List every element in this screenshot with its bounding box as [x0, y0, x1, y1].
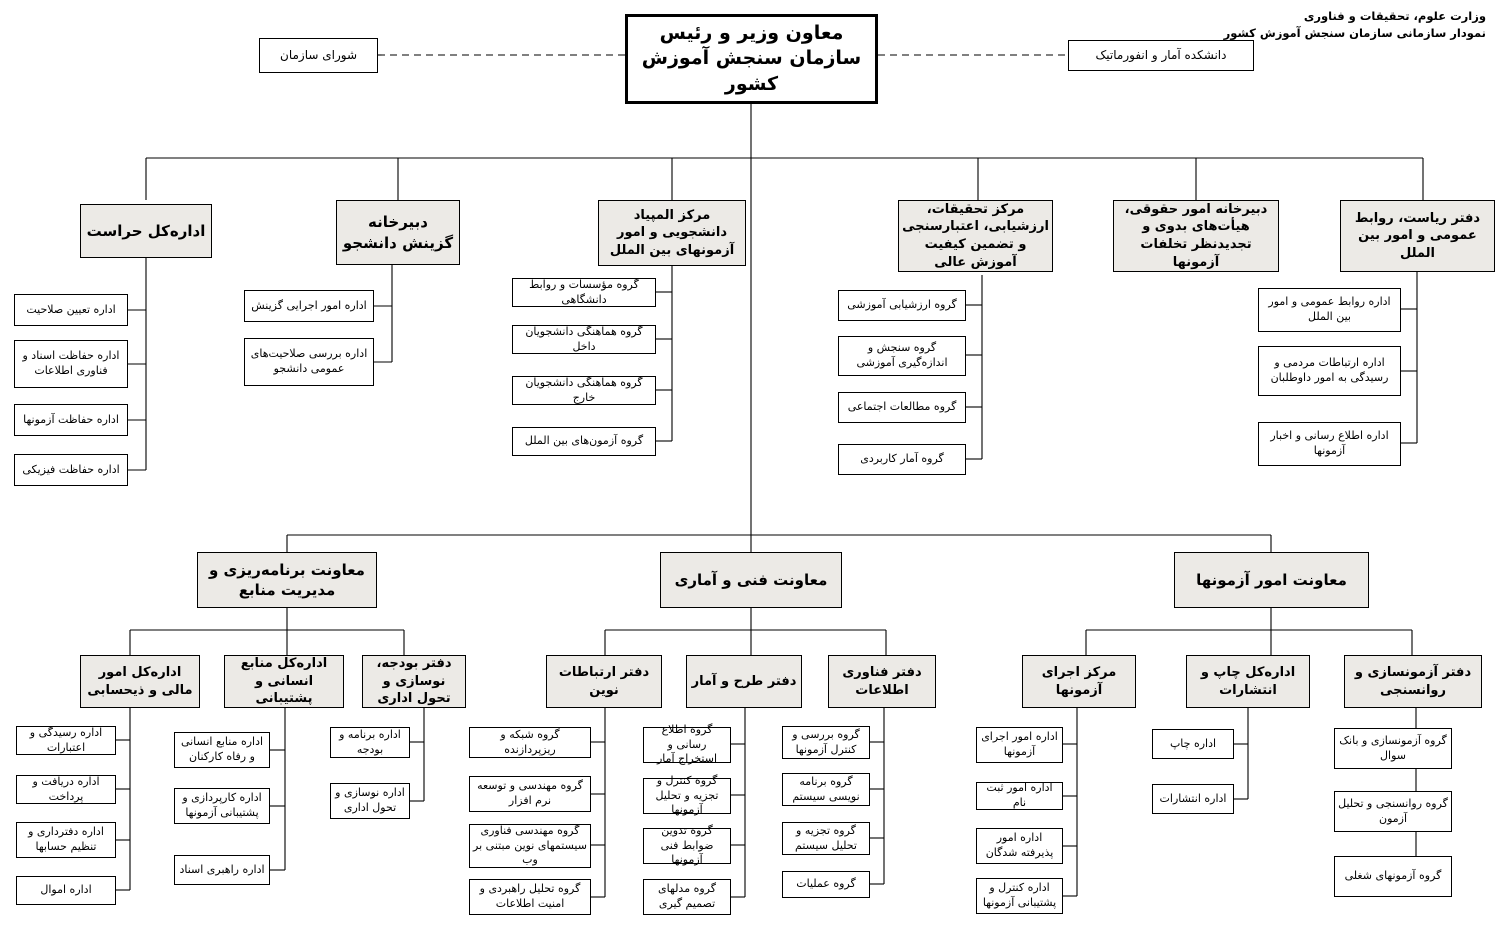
sub-unit-label: اداره تعیین صلاحیت: [26, 302, 116, 316]
sub-unit-label: گروه سنجش و اندازه‌گیری آموزشی: [856, 341, 948, 369]
sub-unit[interactable]: [976, 828, 1063, 864]
sub-unit[interactable]: [512, 427, 656, 456]
organization-council-node[interactable]: [259, 38, 378, 73]
sub-unit[interactable]: [1152, 729, 1234, 759]
sub-unit[interactable]: [838, 290, 966, 321]
sub-unit-label: گروه اطلاع رسانی و استخراج آمار: [656, 722, 718, 766]
sub-unit-label: گروه آمار کاربردی: [860, 452, 944, 466]
sub-unit[interactable]: [838, 336, 966, 376]
sub-unit-label: اداره روابط عمومی و امور بین الملل: [1268, 295, 1391, 323]
sub-unit[interactable]: [782, 773, 870, 806]
office-modern-communications[interactable]: [546, 655, 662, 708]
sub-unit[interactable]: [976, 878, 1063, 914]
unit-label: مرکز تحقیقات، ارزشیابی، اعتبارسنجی و تضمین کیفیت آموزش عالی: [902, 201, 1049, 270]
sub-unit[interactable]: [1334, 791, 1452, 832]
office-label: دفتر فناوری اطلاعات: [842, 664, 922, 698]
sub-unit-label: اداره منابع انسانی و رفاه کارکنان: [180, 735, 264, 763]
sub-unit-label: گروه مهندسی فناوری سیستمهای نوین مبتنی بر وب: [473, 823, 587, 867]
office-information-technology[interactable]: [828, 655, 936, 708]
office-financial-affairs[interactable]: [80, 655, 200, 708]
sub-unit[interactable]: [1258, 346, 1401, 396]
sub-unit[interactable]: [14, 294, 128, 326]
office-label: مرکز اجرای آزمونها: [1041, 664, 1117, 698]
office-plan-statistics[interactable]: [686, 655, 802, 708]
unit-label: دبیرخانه امور حقوقی، هیأت‌های بدوی و تجدیدنظر تخلفات آزمونها: [1124, 201, 1268, 270]
sub-unit[interactable]: [174, 732, 270, 768]
unit-label: مرکز المپیاد دانشجویی و امور آزمونهای بین الملل: [609, 207, 735, 258]
sub-unit-label: گروه آزمونهای شغلی: [1344, 869, 1442, 883]
deputy-label: معاونت فنی و آماری: [674, 570, 828, 589]
sub-unit-label: اداره اطلاع رسانی و اخبار آزمونها: [1270, 429, 1389, 457]
sub-unit-label: گروه مطالعات اجتماعی: [847, 400, 957, 414]
sub-unit-label: گروه آزمونسازی و بانک سوال: [1339, 733, 1447, 762]
office-budget-modernization[interactable]: [362, 655, 466, 708]
sub-unit[interactable]: [643, 879, 731, 915]
office-label: دفتر ارتباطات نوین: [558, 664, 650, 698]
office-label: اداره‌کل امور مالی و ذیحسابی: [87, 664, 193, 698]
org-root-node[interactable]: [625, 14, 878, 104]
office-exam-execution-center[interactable]: [1022, 655, 1136, 708]
sub-unit-label: گروه مدلهای تصمیم گیری: [658, 882, 716, 910]
sub-unit-label: اداره انتشارات: [1159, 791, 1227, 805]
office-label: دفتر آزمونسازی و روانسنجی: [1354, 664, 1472, 698]
organization-council-label: شورای سازمان: [280, 48, 357, 63]
sub-unit[interactable]: [14, 454, 128, 486]
sub-unit-label: گروه کنترل و تجزیه و تحلیل آزمونها: [655, 773, 719, 817]
sub-unit-label: گروه مؤسسات و روابط دانشگاهی: [529, 277, 639, 306]
sub-unit-label: اداره حفاظت فیزیکی: [22, 462, 120, 476]
sub-unit[interactable]: [1258, 288, 1401, 332]
sub-unit[interactable]: [1258, 422, 1401, 466]
sub-unit[interactable]: [782, 822, 870, 855]
sub-unit[interactable]: [782, 726, 870, 759]
header-line2: نمودار سازمانی سازمان سنجش آموزش کشور: [1223, 26, 1486, 41]
sub-unit-label: اداره دفترداری و تنظیم حسابها: [28, 825, 104, 853]
sub-unit[interactable]: [643, 722, 731, 766]
sub-unit[interactable]: [1152, 784, 1234, 814]
sub-unit[interactable]: [512, 376, 656, 405]
sub-unit-label: گروه هماهنگی دانشجویان داخل: [525, 324, 643, 353]
sub-unit[interactable]: [838, 444, 966, 475]
deputy-planning-resources[interactable]: [197, 552, 377, 608]
sub-unit[interactable]: [1334, 856, 1452, 897]
sub-unit-label: اداره کارپردازی و پشتیبانی آزمونها: [182, 791, 262, 819]
sub-unit[interactable]: [14, 340, 128, 388]
sub-unit-label: اداره امور پذیرفته شدگان: [985, 831, 1054, 859]
sub-unit[interactable]: [976, 727, 1063, 763]
sub-unit-label: اداره چاپ: [1169, 736, 1217, 750]
office-human-resources-support[interactable]: [224, 655, 344, 708]
sub-unit-label: اداره ارتباطات مردمی و رسیدگی به امور داوطلبان: [1270, 356, 1389, 384]
sub-unit-label: اداره راهبری اسناد: [179, 862, 265, 876]
sub-unit-label: گروه تدوین ضوابط فنی آزمونها: [660, 823, 714, 867]
deputy-exams-affairs[interactable]: [1174, 552, 1369, 608]
office-label: دفتر طرح و آمار: [691, 673, 797, 689]
sub-unit[interactable]: [469, 824, 591, 868]
unit-label: اداره‌کل حراست: [86, 221, 206, 240]
deputy-technical-statistics[interactable]: [660, 552, 842, 608]
header-ministry: [1224, 8, 1486, 43]
sub-unit[interactable]: [469, 879, 591, 915]
sub-unit-label: گروه عملیات: [796, 877, 856, 891]
sub-unit-label: اداره بررسی صلاحیت‌های عمومی دانشجو: [250, 347, 368, 375]
sub-unit[interactable]: [174, 788, 270, 824]
deputy-label: معاونت برنامه‌ریزی و مدیریت منابع: [209, 560, 365, 599]
unit-legal-affairs-secretariat[interactable]: [1113, 200, 1279, 272]
sub-unit[interactable]: [174, 855, 270, 885]
office-label: اداره‌کل چاپ و انتشارات: [1200, 664, 1296, 698]
sub-unit[interactable]: [330, 783, 410, 819]
deputy-label: معاونت امور آزمونها: [1196, 570, 1347, 589]
sub-unit[interactable]: [16, 726, 116, 755]
sub-unit-label: گروه تجزیه و تحلیل سیستم: [795, 823, 857, 852]
sub-unit[interactable]: [14, 404, 128, 436]
sub-unit-label: گروه بررسی و کنترل آزمونها: [792, 727, 860, 756]
sub-unit-label: اداره اموال: [40, 883, 92, 897]
sub-unit-label: اداره حفاظت آزمونها: [23, 412, 119, 426]
office-label: اداره‌کل منابع انسانی و پشتیبانی: [240, 656, 328, 707]
office-printing-publications[interactable]: [1186, 655, 1310, 708]
sub-unit-label: گروه هماهنگی دانشجویان خارج: [525, 375, 643, 404]
unit-label: دفتر ریاست، روابط عمومی و امور بین الملل: [1354, 210, 1481, 261]
sub-unit-label: اداره برنامه و بودجه: [339, 727, 401, 756]
sub-unit[interactable]: [643, 823, 731, 867]
sub-unit-label: گروه آزمون‌های بین الملل: [524, 434, 644, 448]
sub-unit[interactable]: [244, 338, 374, 386]
unit-research-evaluation-center[interactable]: [898, 200, 1053, 272]
statistics-faculty-label: دانشکده آمار و انفورماتیک: [1095, 48, 1227, 63]
sub-unit-label: گروه ارزشیابی آموزشی: [847, 298, 957, 312]
unit-security-directorate[interactable]: [80, 204, 212, 258]
office-label: دفتر بودجه، نوسازی و تحول اداری: [376, 656, 452, 707]
sub-unit[interactable]: [512, 278, 656, 307]
statistics-faculty-node[interactable]: [1068, 40, 1254, 71]
sub-unit-label: اداره دریافت و پرداخت: [32, 774, 100, 803]
sub-unit[interactable]: [976, 782, 1063, 810]
sub-unit-label: اداره امور اجرایی گزینش: [251, 298, 367, 312]
sub-unit[interactable]: [643, 773, 731, 817]
unit-public-relations-office[interactable]: [1340, 200, 1495, 272]
sub-unit[interactable]: [16, 775, 116, 804]
sub-unit-label: اداره رسیدگی و اعتبارات: [29, 725, 103, 754]
sub-unit[interactable]: [469, 727, 591, 758]
sub-unit[interactable]: [16, 822, 116, 858]
sub-unit-label: گروه برنامه نویسی سیستم: [792, 774, 860, 803]
unit-student-selection-secretariat[interactable]: [336, 200, 460, 265]
sub-unit[interactable]: [244, 290, 374, 322]
sub-unit-label: اداره حفاظت اسناد و فناوری اطلاعات: [22, 349, 120, 377]
sub-unit-label: گروه تحلیل راهبردی و امنیت اطلاعات: [479, 882, 581, 910]
sub-unit[interactable]: [16, 876, 116, 905]
sub-unit-label: اداره امور ثبت نام: [986, 781, 1053, 809]
sub-unit-label: اداره امور اجرای آزمونها: [981, 730, 1058, 758]
sub-unit-label: گروه روانسنجی و تحلیل آزمون: [1338, 796, 1448, 825]
sub-unit-label: گروه شبکه و ریزپردازنده: [500, 727, 560, 756]
sub-unit[interactable]: [512, 325, 656, 354]
sub-unit-label: گروه مهندسی و توسعه نرم افزار: [477, 779, 583, 807]
sub-unit[interactable]: [469, 776, 591, 812]
sub-unit-label: اداره کنترل و پشتیبانی آزمونها: [982, 881, 1057, 909]
sub-unit[interactable]: [782, 871, 870, 898]
org-root-label: معاون وزیر و رئیس سازمان سنجش آموزش کشور: [641, 21, 862, 95]
header-line1: وزارت علوم، تحقیقات و فناوری: [1303, 9, 1486, 23]
sub-unit[interactable]: [330, 727, 410, 758]
unit-label: دبیرخانه گزینش دانشجو: [342, 213, 454, 252]
unit-olympiad-center[interactable]: [598, 200, 746, 266]
sub-unit[interactable]: [838, 392, 966, 423]
sub-unit-label: اداره نوسازی و تحول اداری: [335, 786, 405, 814]
office-test-development[interactable]: [1344, 655, 1482, 708]
sub-unit[interactable]: [1334, 728, 1452, 769]
